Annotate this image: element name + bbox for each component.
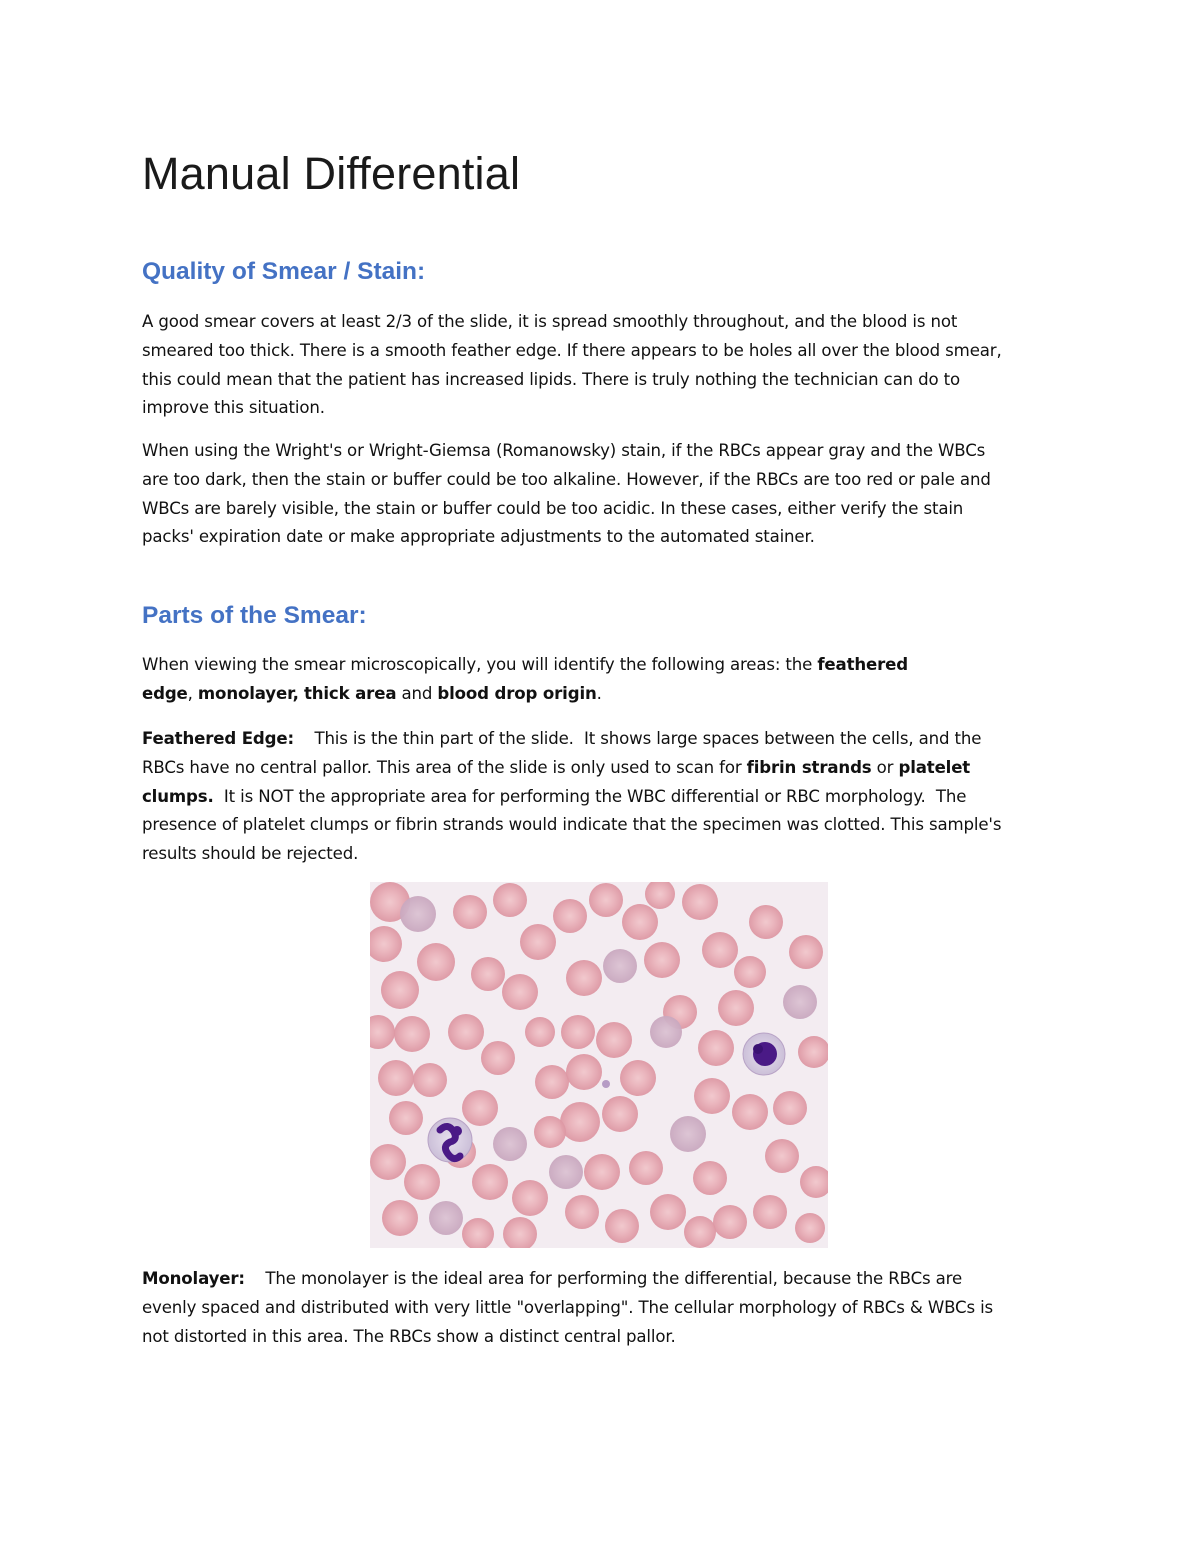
rbc-cell	[472, 1164, 508, 1200]
neutrophil-wbc	[428, 1118, 472, 1162]
text-line: not distorted in this area. The RBCs show a distinct central pallor.	[142, 1326, 676, 1346]
rbc-cell	[471, 957, 505, 991]
rbc-cell	[394, 1016, 430, 1052]
rbc-cell	[535, 1065, 569, 1099]
text-line: When using the Wright's or Wright-Giemsa (Romanowsky) stain, if the RBCs appear gray and the WBCs	[142, 441, 986, 460]
rbc-cell	[566, 1054, 602, 1090]
rbc-cell	[644, 942, 680, 978]
rbc-cell	[584, 1154, 620, 1190]
bold-term: blood drop origin	[437, 683, 597, 703]
text-line: smeared too thick. There is a smooth feather edge. If there appears to be holes all over the blood smear,	[142, 340, 1002, 360]
term-label-feathered-edge: Feathered Edge:	[142, 729, 294, 748]
bold-term: thick area	[303, 683, 397, 703]
paragraph-smear-areas: When viewing the smear microscopically, you will identify the following areas: the feathered edge, monolayer, thick area and blood drop origin.	[142, 655, 908, 703]
text-segment: When viewing the smear microscopically, you will identify the following areas: the	[142, 655, 818, 674]
rbc-cell	[417, 943, 455, 981]
rbc-cell	[493, 883, 527, 917]
rbc-cell	[462, 1090, 498, 1126]
bold-term: monolayer,	[197, 683, 299, 703]
rbc-cell	[370, 1144, 406, 1180]
rbc-cell	[718, 990, 754, 1026]
rbc-cell	[429, 1201, 463, 1235]
lymphocyte-wbc	[743, 1033, 785, 1075]
bold-term: feathered	[817, 655, 908, 674]
rbc-cell	[520, 924, 556, 960]
term-label-monolayer: Monolayer:	[142, 1269, 245, 1288]
page-title: Manual Differential	[142, 148, 521, 199]
rbc-cell	[502, 974, 538, 1010]
rbc-cell	[694, 1078, 730, 1114]
rbc-cell	[566, 960, 602, 996]
rbc-cell	[448, 1014, 484, 1050]
rbc-cell	[453, 895, 487, 929]
rbc-cell	[549, 1155, 583, 1189]
rbc-cell	[732, 1094, 768, 1130]
text-line: WBCs are barely visible, the stain or buffer could be too acidic. In these cases, either verify the stain	[142, 498, 964, 518]
rbc-cell	[698, 1030, 734, 1066]
text-line: improve this situation.	[142, 398, 325, 418]
rbc-cell	[603, 949, 637, 983]
text-line: are too dark, then the stain or buffer could be too alkaline. However, if the RBCs are too red or pale and	[142, 469, 991, 489]
rbc-cell	[378, 1060, 414, 1096]
paragraph-feathered-edge: Feathered Edge: This is the thin part of the slide. It shows large spaces between the cells, and the RBCs have no central pallor. This area of the slide is only used to scan for fibrin strands or platelet clumps. It is NOT the appropriate area for performing the WBC differential or RBC morphology. The presence of platelet clumps or fibrin strands would indicate that the specimen was clotted. This sample's results should be rejected.	[142, 725, 1072, 869]
rbc-cell	[765, 1139, 799, 1173]
rbc-cell	[620, 1060, 656, 1096]
rbc-cell	[753, 1195, 787, 1229]
section-heading-parts: Parts of the Smear:	[142, 602, 367, 629]
rbc-cell	[684, 1216, 716, 1248]
rbc-cell	[389, 1101, 423, 1135]
rbc-cell	[481, 1041, 515, 1075]
text-line: evenly spaced and distributed with very little "overlapping". The cellular morphology of RBCs & WBCs is	[142, 1297, 994, 1317]
rbc-cell	[682, 884, 718, 920]
bold-term: platelet	[898, 757, 971, 777]
rbc-cell	[413, 1063, 447, 1097]
rbc-cell	[565, 1195, 599, 1229]
blood-smear-micrograph	[370, 882, 828, 1248]
text-line: A good smear covers at least 2/3 of the slide, it is spread smoothly throughout, and the blood is not	[142, 312, 958, 331]
rbc-cell	[629, 1151, 663, 1185]
rbc-cell	[789, 935, 823, 969]
rbc-cell	[534, 1116, 566, 1148]
rbc-cell	[381, 971, 419, 1009]
rbc-cell	[693, 1161, 727, 1195]
text-line: presence of platelet clumps or fibrin strands would indicate that the specimen was clotted. This sample's	[142, 815, 1002, 835]
rbc-cell	[596, 1022, 632, 1058]
platelet	[602, 1080, 610, 1088]
rbc-cell	[749, 905, 783, 939]
rbc-cell	[734, 956, 766, 988]
rbc-cell	[650, 1194, 686, 1230]
rbc-cell	[795, 1213, 825, 1243]
rbc-cell	[602, 1096, 638, 1132]
text-line: this could mean that the patient has increased lipids. There is truly nothing the technician can do to	[142, 369, 960, 389]
rbc-cell	[622, 904, 658, 940]
paragraph-stain-quality	[142, 437, 1072, 552]
rbc-cell	[650, 1016, 682, 1048]
bold-term: edge	[142, 683, 188, 703]
rbc-cell	[512, 1180, 548, 1216]
rbc-cell	[382, 1200, 418, 1236]
rbc-cell	[773, 1091, 807, 1125]
paragraph-smear-quality	[142, 308, 1072, 423]
paragraph-monolayer: Monolayer: The monolayer is the ideal area for performing the differential, because the RBCs are evenly spaced and distributed with very little "overlapping". The cellular morphology of RBCs & WBCs is not distorted in this area. The RBCs show a distinct central pallor.	[142, 1265, 1072, 1351]
rbc-cell	[605, 1209, 639, 1243]
bold-term: clumps.	[142, 786, 214, 806]
section-heading-quality: Quality of Smear / Stain:	[142, 258, 426, 285]
rbc-cell	[713, 1205, 747, 1239]
rbc-cell	[783, 985, 817, 1019]
rbc-cell	[560, 1102, 600, 1142]
rbc-cell	[553, 899, 587, 933]
bold-term: fibrin strands	[746, 757, 872, 777]
rbc-cell	[400, 896, 436, 932]
rbc-cell	[670, 1116, 706, 1152]
rbc-cell	[493, 1127, 527, 1161]
text-line: results should be rejected.	[142, 844, 359, 864]
rbc-cell	[702, 932, 738, 968]
rbc-cell	[589, 883, 623, 917]
text-line: packs' expiration date or make appropriate adjustments to the automated stainer.	[142, 527, 815, 547]
rbc-cell	[404, 1164, 440, 1200]
rbc-cell	[525, 1017, 555, 1047]
rbc-cell	[561, 1015, 595, 1049]
